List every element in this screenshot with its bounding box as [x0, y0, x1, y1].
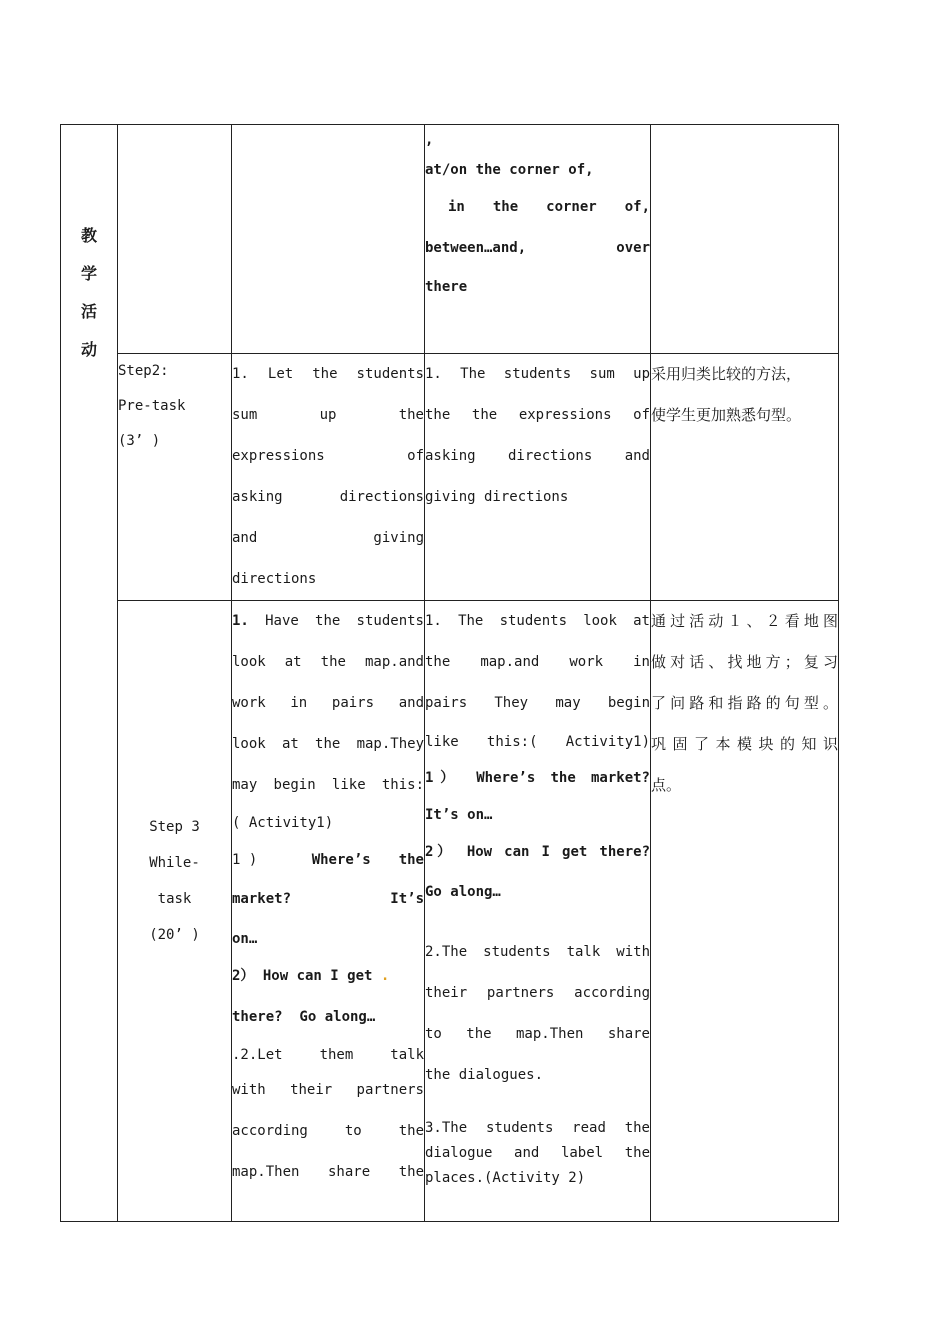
text-line: map.Then share the [232, 1164, 424, 1180]
text-line: like this:( Activity1) [425, 734, 650, 750]
text-line: 2） How can I get there? [425, 844, 650, 860]
text-line: look at the map.They [232, 736, 424, 752]
teacher-cell [232, 125, 425, 354]
text-span: Let [267, 366, 294, 382]
side-char: 教 [80, 226, 97, 245]
text-span: the [398, 852, 424, 868]
step-line: Pre-task [118, 398, 186, 414]
text-span: asking [425, 448, 476, 464]
table-row [61, 125, 839, 354]
text-line [232, 518, 424, 559]
text-line [425, 229, 650, 268]
text-line [232, 354, 424, 395]
student-cell [425, 125, 651, 354]
step-cell [118, 601, 232, 1222]
text-line: their partners according [425, 985, 650, 1001]
text-line: 做对话、找地方；复习 [651, 653, 838, 671]
text-line: there [425, 279, 468, 295]
text-line [232, 477, 424, 518]
text-span: up [319, 407, 337, 423]
text-span: directions [339, 489, 424, 505]
text-line: 点。 [651, 776, 682, 794]
text-span: up [633, 366, 650, 382]
text-line: 1. The students look at [425, 613, 650, 629]
text-line: 通过活动１、２看地图 [651, 612, 838, 630]
text-line: according to the [232, 1123, 424, 1139]
text-span: students [503, 366, 572, 382]
side-label-cell [61, 125, 118, 1222]
text-span: between…and, [425, 240, 527, 256]
text-span: students [356, 366, 424, 382]
text-line: 了问路和指路的句型。 [651, 694, 838, 712]
text-line: on… [232, 931, 258, 947]
text-span: directions [507, 448, 593, 464]
text-span: market? [232, 891, 292, 907]
text-line [232, 879, 424, 920]
text-span: directions [232, 571, 317, 587]
text-span: of [407, 448, 424, 464]
text-line [425, 395, 650, 436]
text-span: Have the students [265, 613, 424, 629]
text-span: 1. [232, 366, 249, 382]
step-line: Step2: [118, 363, 169, 379]
text-span: giving directions [425, 489, 569, 505]
purpose-cell [651, 601, 839, 1222]
text-line: 2.The students talk with [425, 944, 650, 960]
text-span: asking [232, 489, 283, 505]
student-cell [425, 601, 651, 1222]
step-cell [118, 125, 232, 354]
step-line: While- [149, 855, 200, 871]
text-line [232, 958, 424, 994]
text-line: .2.Let them talk [232, 1047, 424, 1063]
side-char: 学 [80, 264, 97, 283]
text-span: Where’s [311, 852, 371, 868]
text-line: 使学生更加熟悉句型。 [651, 406, 802, 424]
text-span: over [616, 240, 650, 256]
side-char: 动 [80, 340, 97, 359]
text-line: 3.The students read the [425, 1120, 650, 1136]
text-line: 1） Where’s the market? [425, 770, 650, 786]
text-line: places.(Activity 2) [425, 1170, 586, 1186]
step-line: (3’ ) [118, 433, 161, 449]
text-span: of [633, 407, 650, 423]
text-span: sum [232, 407, 258, 423]
text-line: may begin like this: [232, 777, 424, 793]
text-span: in the corner of, [448, 199, 650, 215]
text-line: the dialogues. [425, 1067, 544, 1083]
text-line: at/on the corner of, [425, 162, 594, 178]
purpose-cell [651, 354, 839, 601]
text-line: the map.and work in [425, 654, 650, 670]
text-span: expressions [232, 448, 325, 464]
text-line: there? Go along… [232, 1009, 376, 1025]
stray-mark: . [380, 968, 390, 984]
text-line: , [425, 132, 434, 148]
text-span: 1. [425, 366, 442, 382]
text-line: 采用归类比较的方法， [651, 365, 802, 383]
lesson-plan-table [60, 124, 839, 1222]
text-span: The [460, 366, 486, 382]
step-line: task [157, 891, 192, 907]
side-char: 活 [80, 302, 97, 321]
text-line: pairs They may begin [425, 695, 650, 711]
text-line: 巩固了本模块的知识 [651, 735, 838, 753]
text-line [425, 185, 650, 229]
text-line [232, 436, 424, 477]
text-line [232, 601, 424, 642]
text-line: with their partners [232, 1082, 424, 1098]
text-span: giving [373, 530, 424, 546]
text-span: and [624, 448, 650, 464]
text-line [232, 395, 424, 436]
text-line [232, 841, 424, 879]
text-span: 1. [232, 613, 249, 629]
text-line: work in pairs and [232, 695, 424, 711]
step-line: (20’ ) [149, 927, 200, 943]
text-span: the [312, 366, 338, 382]
text-span: the [398, 407, 424, 423]
text-line: to the map.Then share [425, 1026, 650, 1042]
step-line: Step 3 [149, 819, 200, 835]
purpose-cell [651, 125, 839, 354]
text-line: look at the map.and [232, 654, 424, 670]
table-row [61, 601, 839, 1222]
text-line: ( Activity1) [232, 815, 334, 831]
text-span: the [471, 407, 498, 423]
text-span: and [232, 530, 258, 546]
text-line [425, 477, 650, 518]
text-line: It’s on… [425, 807, 493, 823]
text-line [425, 436, 650, 477]
text-line [232, 559, 424, 600]
teacher-cell [232, 354, 425, 601]
text-span: sum [589, 366, 615, 382]
text-span: 1 ) [232, 852, 258, 868]
text-span: expressions [518, 407, 612, 423]
text-span: 2） How can I get [232, 968, 373, 984]
text-line [425, 354, 650, 395]
teacher-cell [232, 601, 425, 1222]
step-cell [118, 354, 232, 601]
text-span: the [425, 407, 451, 423]
text-span: It’s [390, 891, 424, 907]
text-line: dialogue and label the [425, 1145, 650, 1161]
text-line: Go along… [425, 884, 501, 900]
student-cell [425, 354, 651, 601]
table-row [61, 354, 839, 601]
